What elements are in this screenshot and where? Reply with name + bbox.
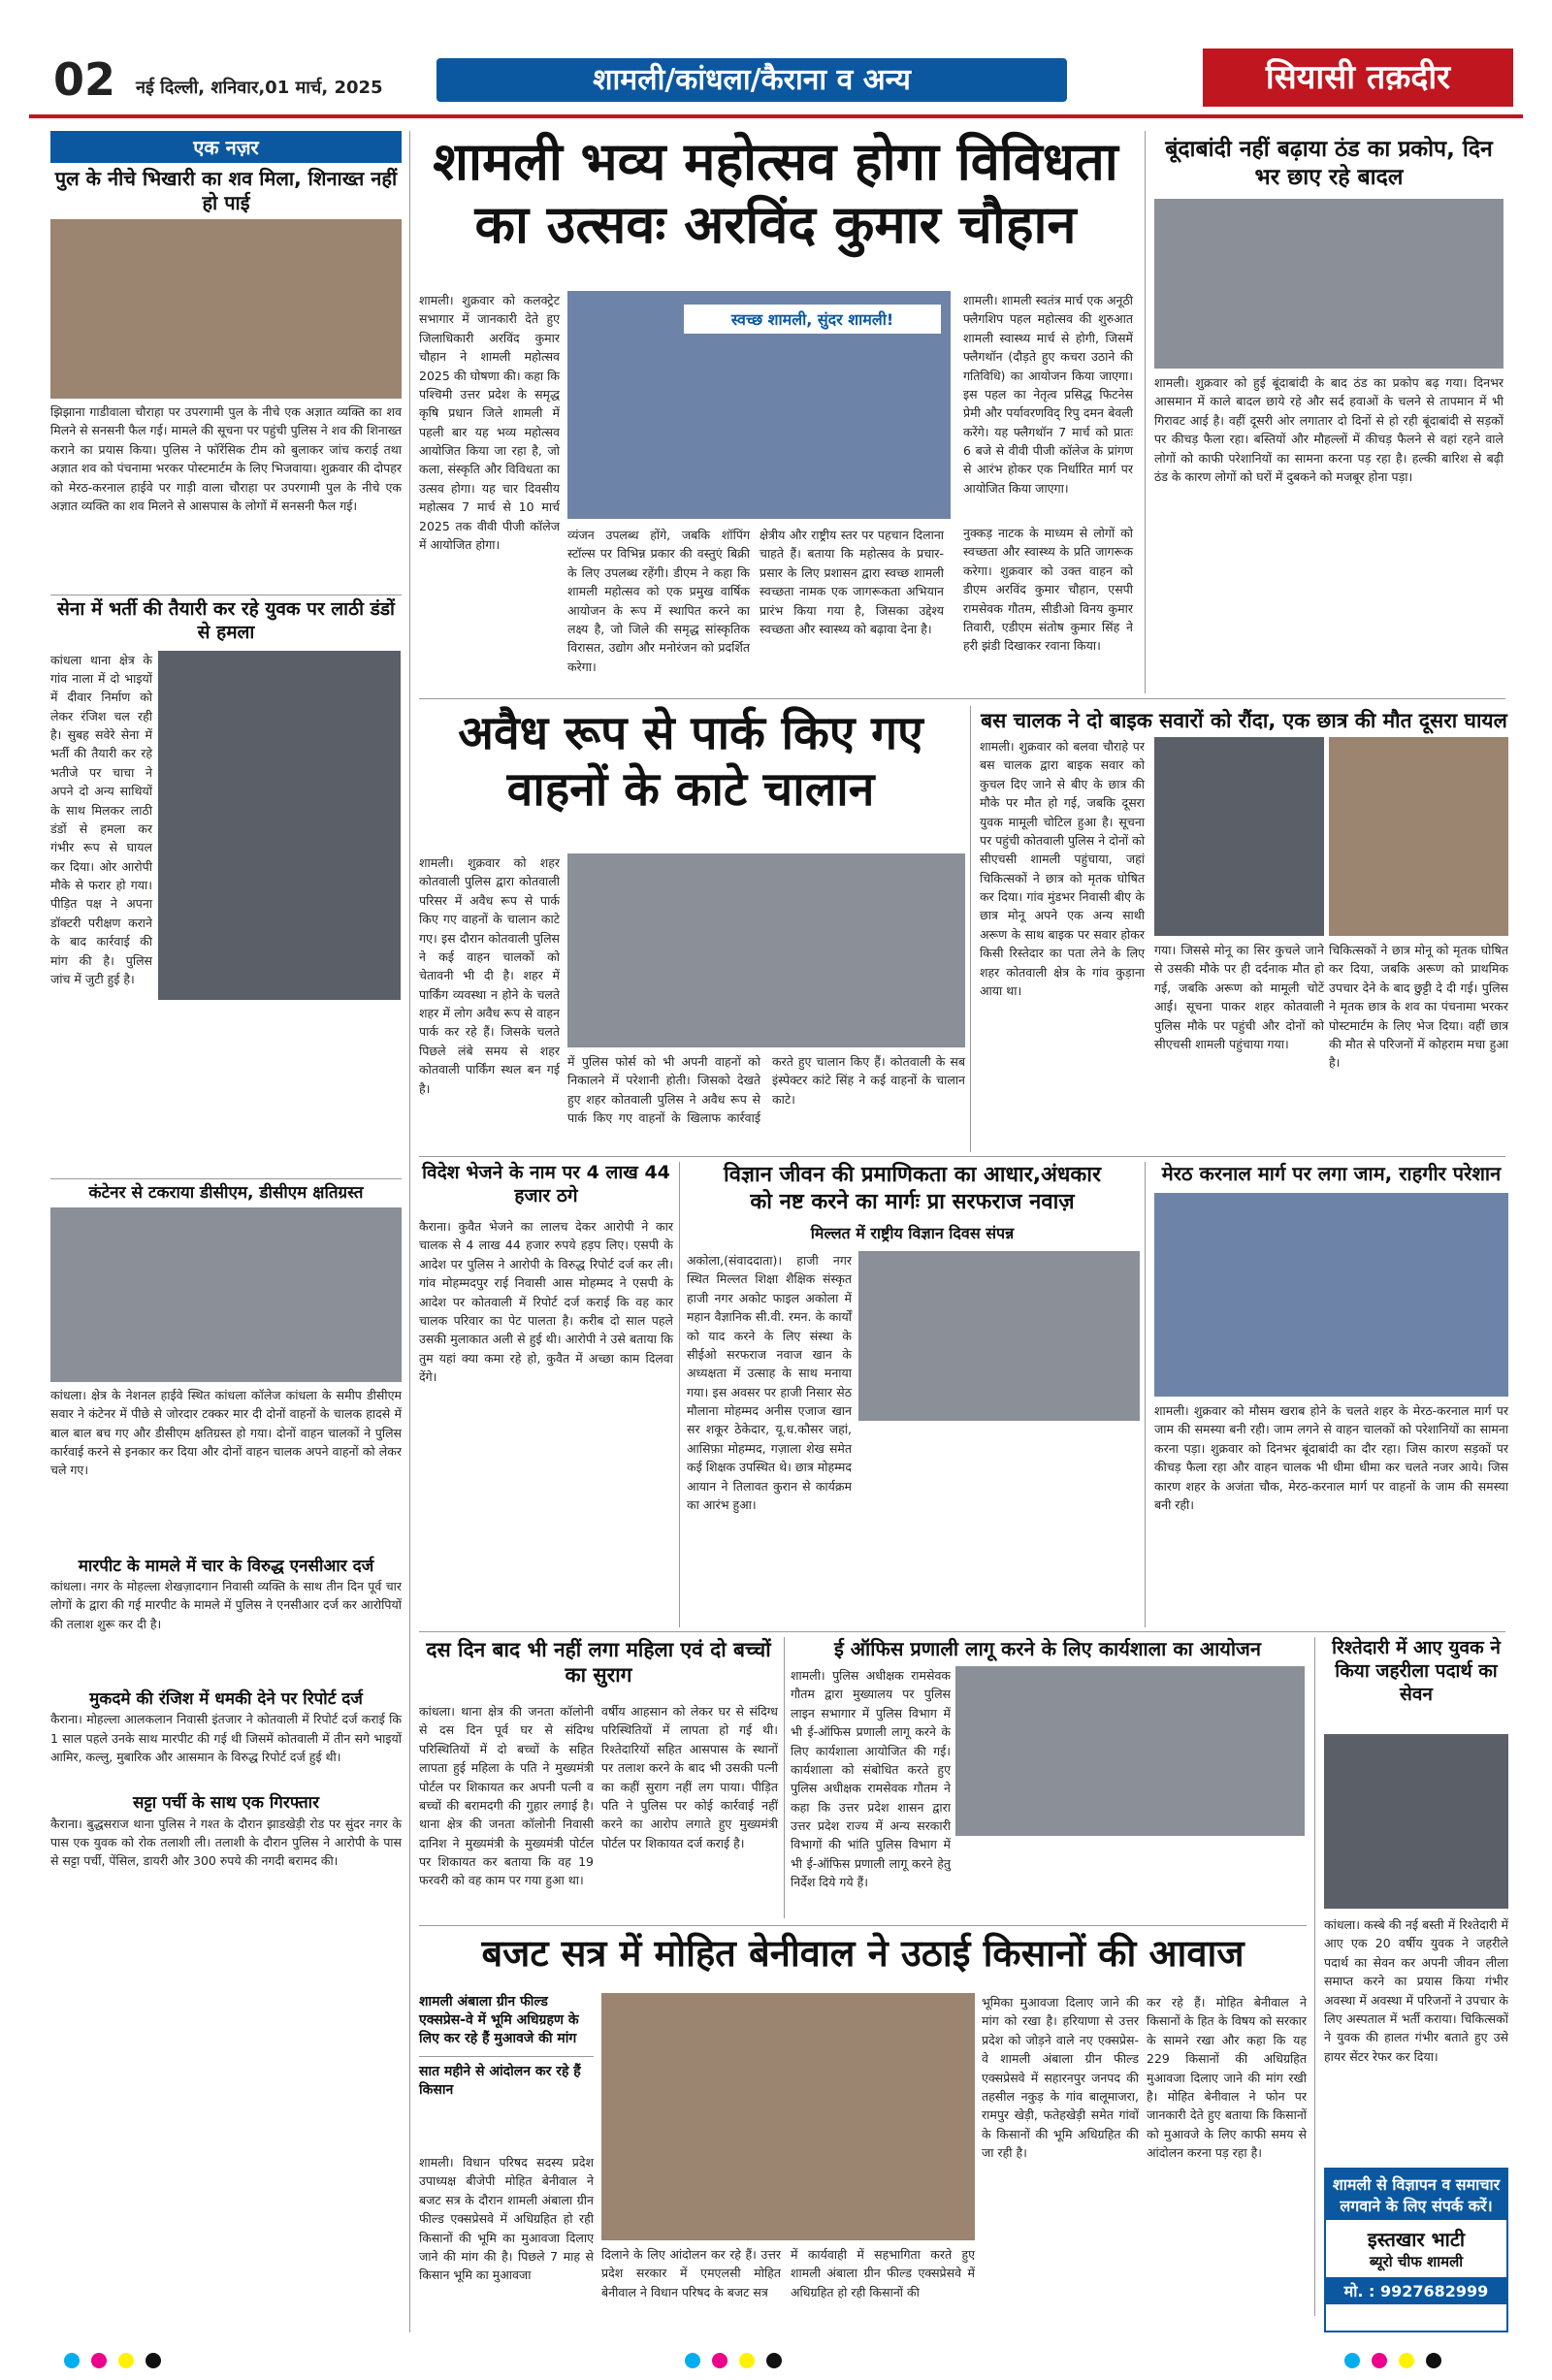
poison-headline: रिश्तेदारी में आए युवक ने किया जहरीला पदार्थ का सेवन	[1332, 1637, 1501, 1705]
column-divider	[1145, 131, 1146, 693]
story5-headline: मुकदमे की रंजिश में धमकी देने पर रिपोर्ट दर्ज	[89, 1689, 363, 1709]
column-divider	[1314, 1637, 1315, 2316]
dateline: नई दिल्ली, शनिवार,01 मार्च, 2025	[136, 78, 383, 98]
challan-headline-line2: वाहनों के काटे चालान	[506, 761, 875, 817]
ad-role: ब्यूरो चीफ शामली	[1369, 2253, 1464, 2270]
missing-headline: दस दिन बाद भी नहीं लगा महिला एवं दो बच्चों का सुराग	[426, 1638, 771, 1688]
missing-col-b: वर्षीय आहसान को लेकर घर से संदिग्ध परिस्थितियों में लापता हो गई थी। रिश्तेदारियों सहित आसपास के स्थानों पर तलाश करने के बाद भी उसकी पत्नी का कहीं सुराग नहीं लग पाया। पीड़ित पति ने पुलिस पर कोई कार्रवाई नहीं करने का आरोप लगाते हुए मुख्यमंत्री पोर्टल पर शिकायत दर्ज कराई है।	[601, 1704, 778, 1850]
lead-headline	[419, 131, 1132, 281]
challan-headline	[419, 706, 962, 842]
budget-col-e: कर रहे हैं। मोहित बेनीवाल ने किसानों के हित के विषय को सरकार के सामने रखा और कहा कि यह 229 किसानों की अधिग्रहित मुआवजा दिलाए जाने की मांग रखी है। मोहित बेनीवाल ने फोन पर जानकारी देते हुए बताया कि किसानों को मुआवजे के लिए काफी समय से आंदोलन करना पड़ रहा है।	[1147, 1995, 1307, 2160]
page-number: 02	[53, 53, 116, 106]
ad-name: इस्तखार भाटी	[1367, 2228, 1466, 2251]
science-subtitle: मिल्लत में राष्ट्रीय विज्ञान दिवस संपन्न	[810, 1224, 1015, 1242]
workshop-photo	[955, 1666, 1305, 1836]
weather-body: शामली। शुक्रवार को हुई बूंदाबांदी के बाद ठंड का प्रकोप बढ़ गया। दिनभर आसमान में काले बादल छाये रहे और सर्द हवाओं के चलने से तापमान में भी गिरावट आई है। वहीं दूसरी ओर लगातार दो दिनों से हो रही बूंदाबांदी से सड़कों पर कीचड़ फैला रहा। बस्तियों और मौहल्लों में कीचड़ फैलने से वहां रहने वाले लोगों को काफी परेशानियों का सामना करना पड़ रहा है। हल्की बारिश से बढ़ी ठंड के कारण लोगों को घरों में दुबकने को मजबूर होना पड़ा।	[1154, 375, 1504, 484]
rain-umbrella-photo	[1154, 199, 1504, 369]
challan-col-b: में पुलिस फोर्स को भी अपनी वाहनों को निकालने में परेशानी होती। जिसको देखते हुए शहर कोतवाली पुलिस ने अवैध रूप से पार्क किए गए वाहनों के खिलाफ कार्रवाई करते हुए चालान किए हैं। कोतवाली के सब इंस्पेक्टर कांटे सिंह ने कई वाहनों के चालान काटे।	[567, 1054, 965, 1126]
section-title: शामली/कांधला/कैराना व अन्य	[436, 58, 1067, 102]
budget-session-photo	[601, 1993, 975, 2240]
left-column	[50, 131, 402, 2332]
budget-bullets	[419, 1993, 594, 2148]
row-divider	[419, 1631, 1505, 1632]
police-vehicle-photo	[567, 853, 965, 1047]
story4-body: कांधला। नगर के मोहल्ला शेखज़ादगान निवासी व्यक्ति के साथ तीन दिन पूर्व चार लोगों के द्वारा की गई मारपीट के मामले में पुलिस ने एनसीआर दर्ज कर आरोपियों की तलाश शुरू कर दी है।	[50, 1579, 402, 1631]
story6-body: कैराना। बुद्धसराज थाना पुलिस ने गश्त के दौरान झाडखेड़ी रोड पर सुंदर नगर के पास एक युवक को रोक तलाशी ली। तलाशी के दौरान पुलिस ने आरोपी के पास से सट्टा पर्ची, पेंसिल, डायरी और 300 रुपये की नगदी बरामद की।	[50, 1816, 402, 1869]
challan-headline-line1: अवैध रूप से पार्क किए गए	[458, 706, 923, 760]
header-rule	[29, 114, 1523, 118]
lead-headline-line1: शामली भव्य महोत्सव होगा विविधता	[433, 131, 1118, 192]
injured-youth-photo	[158, 651, 401, 1000]
budget-col-d: भूमिका मुआवजा दिलाए जाने की मांग को रखा है। हरियाणा से उत्तर प्रदेश को जोड़ने वाले नए एक्सप्रेस-वे शामली अंबाला ग्रीन फील्ड एक्सप्रेसवे में सहारनपुर जनपद की तहसील नकुड़ के गांव बालूमाजरा, रामपुर खेड़ी, फतेहखेड़ी समेत गांवों के किसानों की भूमि अधिग्रहित की जा रही है।	[982, 1995, 1139, 2160]
budget-headline: बजट सत्र में मोहित बेनीवाल ने उठाई किसानों की आवाज	[481, 1932, 1245, 1975]
banner-text: स्वच्छ शामली, सुंदर शामली!	[684, 305, 941, 334]
accident-body-2: गया। जिससे मोनू का सिर कुचले जाने से उसकी मौके पर ही दर्दनाक मौत हो गई, जबकि अरूण को मामूली चोटें आई। सूचना पाकर शहर कोतवाली पुलिस मौके पर पहुंची और दोनों को सीएचसी शामली पहुंचाया गया।	[1154, 943, 1324, 1051]
story3-body: कांधला। क्षेत्र के नेशनल हाईवे स्थित कांधला कॉलेज कांधला के समीप डीसीएम सवार ने कंटेनर में पीछे से जोरदार टक्कर मार दी दोनों वाहनों के चालक हादसे में बाल बाल बच गए और डीसीएम क्षतिग्रस्त हो गया। दोनों वाहन चालकों ने पुलिस कार्रवाई करने से इनकार कर दिया और दोनों वाहन चालक अपने वाहनों को लेकर चले गए।	[50, 1387, 402, 1478]
accident-photo-right	[1329, 737, 1508, 936]
budget-col-b: दिलाने के लिए आंदोलन कर रहे हैं। उत्तर प्रदेश सरकार में एमएलसी मोहित बेनीवाल ने विधान परिषद के बजट सत्र	[601, 2247, 781, 2300]
story3-headline: कंटेनर से टकराया डीसीएम, डीसीएम क्षतिग्रस्त	[88, 1182, 364, 1203]
lead-headline-line2: का उत्सवः अरविंद कुमार चौहान	[474, 193, 1077, 255]
foreign-headline: विदेश भेजने के नाम पर 4 लाख 44 हजार ठगे	[422, 1162, 670, 1206]
workshop-headline: ई ऑफिस प्रणाली लागू करने के लिए कार्यशाला का आयोजन	[834, 1637, 1261, 1660]
row-divider	[419, 1156, 1505, 1157]
ad-title: शामली से विज्ञापन व समाचार लगवाने के लिए संपर्क करें।	[1326, 2170, 1506, 2220]
traffic-body: शामली। शुक्रवार को मौसम खराब होने के चलते शहर के मेरठ-करनाल मार्ग पर जाम की समस्या बनी रही। जाम लगने से वाहन चालकों को परेशानियों का सामना करना पड़ा। शुक्रवार को दिनभर बूंदाबांदी का दौर रहा। जिस कारण सड़कों पर कीचड़ फैला रहा और वाहन चालक भी धीमा धीमा कर चलते नजर आये। जिस कारण शहर के अजंता चौक, मेरठ-करनाल मार्ग पर वाहनों के जाम की समस्या बनी रही।	[1154, 1403, 1508, 1512]
shamli-mahotsav-photo	[567, 291, 951, 519]
budget-col-c: में कार्यवाही में सहभागिता करते हुए शामली अंबाला ग्रीन फील्ड एक्सप्रेसवे में अधिग्रहित हो रही किसानों की	[791, 2247, 975, 2300]
challan-col-a: शामली। शुक्रवार को शहर कोतवाली पुलिस द्वारा कोतवाली परिसर में अवैध रूप से पार्क किए गए वाहनों के चालान काटे गए। इस दौरान कोतवाली पुलिस ने कई वाहन चालकों को चेतावनी भी दी है। शहर में पार्किंग व्यवस्था न होने के चलते शहर में लोग अवैध रूप से वाहन पार्क कर रहे हैं। जिसके चलते पिछले लंबे समय से शहर कोतवाली पार्किंग स्थल बन गई है।	[419, 855, 560, 1096]
ad-phone: मो. : 9927682999	[1326, 2277, 1506, 2304]
story5-body: कैराना। मोहल्ला आलकलान निवासी इंतजार ने कोतवाली में रिपोर्ट दर्ज कराई कि 1 साल पहले उनके साथ मारपीट की गई थी जिसमें कोतवाली में तीन सगे भाइयों आमिर, कल्लु, मुबारिक और आसमान के विरुद्ध रिपोर्ट दर्ज हुई थी।	[50, 1712, 402, 1764]
kicker-ek-nazar: एक नज़र	[50, 131, 402, 163]
weather-headline: बूंदाबांदी नहीं बढ़ाया ठंड का प्रकोप, दिन भर छाए रहे बादल	[1165, 137, 1493, 190]
science-event-photo	[858, 1251, 1140, 1421]
column-divider	[784, 1637, 785, 1918]
column-divider	[1145, 1162, 1146, 1627]
missing-col-a: कांधला। थाना क्षेत्र की जनता कॉलोनी से दस दिन पूर्व घर से संदिग्ध परिस्थितियों में दो बच्चों के सहित लापता हुई महिला के पति ने मुख्यमंत्री पोर्टल पर शिकायत कर अपनी पत्नी व बच्चों की बरामदगी की गुहार लगाई है। थाना क्षेत्र की जनता कॉलोनी निवासी दानिश ने मुख्यमंत्री के मुख्यमंत्री पोर्टल पर शिकायत कर बताया कि वह 19 फरवरी को वह काम पर गया हुआ था।	[419, 1704, 594, 1888]
accident-body: शामली। शुक्रवार को बलवा चौराहे पर बस चालक द्वारा बाइक सवार को कुचल दिए जाने से बीए के छात्र की मौके पर मौत हो गई, जबकि दूसरा युवक मामूली चोटिल हुआ है। सूचना पर पहुंची कोतवाली पुलिस ने दोनों को सीएचसी शामली पहुंचाया, जहां चिकित्सकों ने छात्र को मृतक घोषित कर दिया। गांव मुंडभर निवासी बीए के छात्र मोनू अपने एक अन्य साथी अरूण के साथ बाइक पर सवार होकर किसी रिस्तेदार का पता लेने के लिए शहर कोतवाली क्षेत्र के गांव कुड़ाना आया था।	[980, 739, 1145, 998]
lead-col-c: क्षेत्रीय और राष्ट्रीय स्तर पर पहचान दिलाना चाहते हैं। बताया कि महोत्सव के प्रचार-प्रसार के लिए प्रशासन द्वारा स्वच्छ शामली स्वच्छता नामक एक जागरूकता अभियान प्रारंभ किया गया है, जिसका उद्देश्य स्वच्छता और स्वास्थ्य को बढ़ावा देना है।	[760, 528, 944, 636]
science-body: अकोला,(संवाददाता)। हाजी नगर स्थित मिल्लत शिक्षा शैक्षिक संस्कृत हाजी नगर अकोट फाइल अकोला में महान वैज्ञानिक सी.वी. रमन. के कार्यों को याद करने के लिए संस्था के सीईओ सरफराज नवाज खान के अध्यक्षता में उत्साह के साथ मनाया गया। इस अवसर पर हाजी निसार सेठ मौलाना मोहम्मद अनीस एजाज खान सर शकूर ठेकेदार, यू.ध.कौसर जहां, आसिफ़ा मोहम्मद, गज़ाला शेख समेत कई शिक्षक उपस्थित थे। छात्र मोहम्मद आयान ने तिलावत कुरान से कार्यक्रम का आरंभ हुआ।	[687, 1253, 852, 1512]
row-divider	[419, 698, 1505, 699]
lead-col-d2: नुक्कड़ नाटक के माध्यम से लोगों को स्वच्छता और स्वास्थ्य के प्रति जागरूक करेगा। शुक्रवार को उक्त वाहन को डीएम अरविंद कुमार चौहान, एसपी रामसेवक गौतम, सीडीओ विनय कुमार तिवारी, एडीएम संतोष कुमार सिंह ने हरी झंडी दिखाकर रवाना किया।	[963, 526, 1133, 654]
workshop-body: शामली। पुलिस अधीक्षक रामसेवक गौतम द्वारा मुख्यालय पर पुलिस लाइन सभागार में पुलिस विभाग में भी ई-ऑफिस प्रणाली लागू करने के लिए कार्यशाला आयोजित की गई। कार्यशाला को संबोधित करते हुए पुलिस अधीक्षक रामसेवक गौतम ने कहा कि उत्तर प्रदेश शासन द्वारा उत्तर प्रदेश राज्य में अन्य सरकारी विभागों की भांति पुलिस विभाग में भी ई-ऑफिस प्रणाली लागू करने हेतु निर्देश दिये गये हैं।	[791, 1668, 951, 1890]
lead-col-d: शामली। शामली स्वतंत्र मार्च एक अनूठी फ्लैगशिप पहल महोत्सव की शुरुआत शामली स्वास्थ्य मार्च से होगी, जिसमें फ्लैगथॉन (दौड़ते हुए कचरा उठाने की गतिविधि) का आयोजन किया जाएगा। इस पहल का नेतृत्व प्रसिद्ध फिटनेस प्रेमी और पर्यावरणविद् रिपु दमन बेवली करेंगे। यह फ्लैगथॉन 7 मार्च को प्रातः 6 बजे से वीवी पीजी कॉलेज के प्रांगण से आरंभ होकर एक निर्धारित मार्ग पर आयोजित किया जाएगा।	[963, 293, 1133, 496]
column-divider	[970, 706, 971, 1152]
poison-body: कांधला। कस्बे की नई बस्ती में रिश्तेदारी में आए एक 20 वर्षीय युवक ने जहरीले पदार्थ का सेवन कर अपनी जीवन लीला समाप्त करने का प्रयास किया गंभीर अवस्था में अवस्था में परिजनों ने उपचार के लिए अस्पताल में भर्ती कराया। चिकित्सकों ने युवक की हालत गंभीर बताते हुए उसे हायर सेंटर रेफर कर दिया।	[1324, 1917, 1508, 2064]
row-divider	[419, 1925, 1307, 1926]
foreign-body: कैराना। कुवैत भेजने का लालच देकर आरोपी ने कार चालक से 4 लाख 44 हजार रुपये हड़प लिए। एसपी के आदेश पर पुलिस ने आरोपी के विरुद्ध रिपोर्ट दर्ज कर ली। गांव मोहम्मदपुर राई निवासी आस मोहम्मद ने एसपी के आदेश पर कोतवाली में रिपोर्ट दर्ज कराई कि वह कार चालक परिवार का पेट पालता है। करीब दो साल पहले उसकी मुलाकात अली से हुई थी। आरोपी ने उसे बताया कि तुम यहां क्या कमा रहे हो, कुवैत में अच्छा काम दिलवा देंगे।	[419, 1219, 673, 1384]
traffic-headline: मेरठ करनाल मार्ग पर लगा जाम, राहगीर परेशान	[1161, 1162, 1502, 1185]
column-divider	[679, 1162, 680, 1627]
lead-col-a: शामली। शुक्रवार को कलक्ट्रेट सभागार में जानकारी देते हुए जिलाधिकारी अरविंद कुमार चौहान ने शामली महोत्सव 2025 की घोषणा की। कहा कि पश्चिमी उत्तर प्रदेश के समृद्ध कृषि प्रधान जिले शामली में पहली बार यह भव्य महोत्सव आयोजित किया जा रहा है, जो कला, संस्कृति और विविधता का उत्सव होगा। यह चार दिवसीय महोत्सव 7 मार्च से 10 मार्च 2025 तक वीवी पीजी कॉलेज में आयोजित होगा।	[419, 293, 560, 552]
poison-youth-photo	[1324, 1734, 1508, 1909]
lead-col-b: व्यंजन उपलब्ध होंगे, जबकि शॉपिंग स्टॉल्स पर विभिन्न प्रकार की वस्तुएं बिक्री के लिए उपलब्ध रहेंगी। डीएम ने कहा कि शामली महोत्सव को एक प्रमुख वार्षिक आयोजन के रूप में स्थापित करने का लक्ष्य है, जो जिले की समृद्ध सांस्कृतिक विरासत, उद्योग और मनोरंजन को प्रदर्शित करेगा।	[567, 528, 750, 674]
science-headline-line1: विज्ञान जीवन की प्रमाणिकता का आधार,अंधकार	[724, 1163, 1101, 1187]
accident-body-3: चिकित्सकों ने छात्र मोनू को मृतक घोषित कर दिया, जबकि अरूण को प्राथमिक उपचार देने के बाद छुट्टी दे दी गई। पुलिस ने मृतक छात्र के शव का पंचनामा भरकर पोस्टमार्टम के लिए भेज दिया। वहीं छात्र की मौत से परिजनों में कोहराम मचा हुआ है।	[1329, 943, 1508, 1071]
story1-headline: पुल के नीचे भिखारी का शव मिला, शिनाख्त नहीं हो पाई	[54, 167, 398, 214]
ad-contact-box	[1324, 2168, 1508, 2332]
bridge-body-photo	[50, 219, 402, 399]
science-headline-line2: को नष्ट करने का मार्गः प्रा सरफराज नवाज़	[750, 1189, 1075, 1214]
story1-body: झिझाना गाडीवाला चौराहा पर उपरगामी पुल के नीचे एक अज्ञात व्यक्ति का शव मिलने से सनसनी फैल गई। मामले की सूचना पर पहुंची पुलिस ने शव की शिनाख्त कराने का प्रयास किया। पुलिस ने फॉरेंसिक टीम को बुलाकर जांच कराई तथा अज्ञात शव को पंचनामा भरकर पोस्टमार्टम के लिए भिजवाया। शुक्रवार की दोपहर को मेरठ-करनाल हाईवे पर गाड़ी वाला चौराहा पर उपरगामी पुल के नीचे एक अज्ञात व्यक्ति का शव मिलने से आसपास के लोगों में सनसनी फैल गई।	[50, 404, 402, 513]
budget-bullet-1: शामली अंबाला ग्रीन फील्ड एक्सप्रेस-वे में भूमि अधिग्रहण के लिए कर रहे हैं मुआवजे की मांग	[419, 1994, 579, 2046]
science-headline	[687, 1162, 1138, 1215]
column-divider	[409, 131, 410, 2332]
print-registration-bar	[0, 2343, 1552, 2380]
accident-photo-left	[1154, 737, 1324, 936]
container-crash-photo	[50, 1207, 402, 1382]
story2-body: कांधला थाना क्षेत्र के गांव नाला में दो भाइयों में दीवार निर्माण को लेकर रंजिश चल रही है। सुबह सवेरे सेना में भर्ती की तैयारी कर रहे भतीजे पर चाचा ने अपने दो अन्य साथियों के साथ मिलकर लाठी डंडों से हमला कर गंभीर रूप से घायल कर दिया। ओर आरोपी मौके से फरार हो गया। पीड़ित पक्ष ने अपना डॉक्टरी परीक्षण कराने के बाद कार्रवाई की मांग की है। पुलिस जांच में जुटी हुई है।	[50, 652, 152, 986]
accident-headline: बस चालक ने दो बाइक सवारों को रौंदा, एक छात्र की मौत दूसरा घायल	[981, 709, 1507, 732]
traffic-jam-photo	[1154, 1193, 1508, 1397]
story6-headline: सट्टा पर्ची के साथ एक गिरफ्तार	[132, 1793, 320, 1814]
story4-headline: मारपीट के मामले में चार के विरुद्ध एनसीआर दर्ज	[78, 1556, 374, 1576]
story2-headline: सेना में भर्ती की तैयारी कर रहे युवक पर लाठी डंडों से हमला	[57, 598, 395, 643]
budget-bullet-2: सात महीने से आंदोलन कर रहे हैं किसान	[419, 2056, 594, 2100]
newspaper-brand: सियासी तक़दीर	[1203, 48, 1513, 107]
budget-col-a: शामली। विधान परिषद सदस्य प्रदेश उपाध्यक्ष बीजेपी मोहित बेनीवाल ने बजट सत्र के दौरान शामली अंबाला ग्रीन फील्ड एक्सप्रेसवे में अधिग्रहित हो रही किसानों की भूमि का मुआवजा दिलाए जाने की मांग की है। पिछले 7 माह से किसान भूमि का मुआवजा	[419, 2155, 594, 2283]
